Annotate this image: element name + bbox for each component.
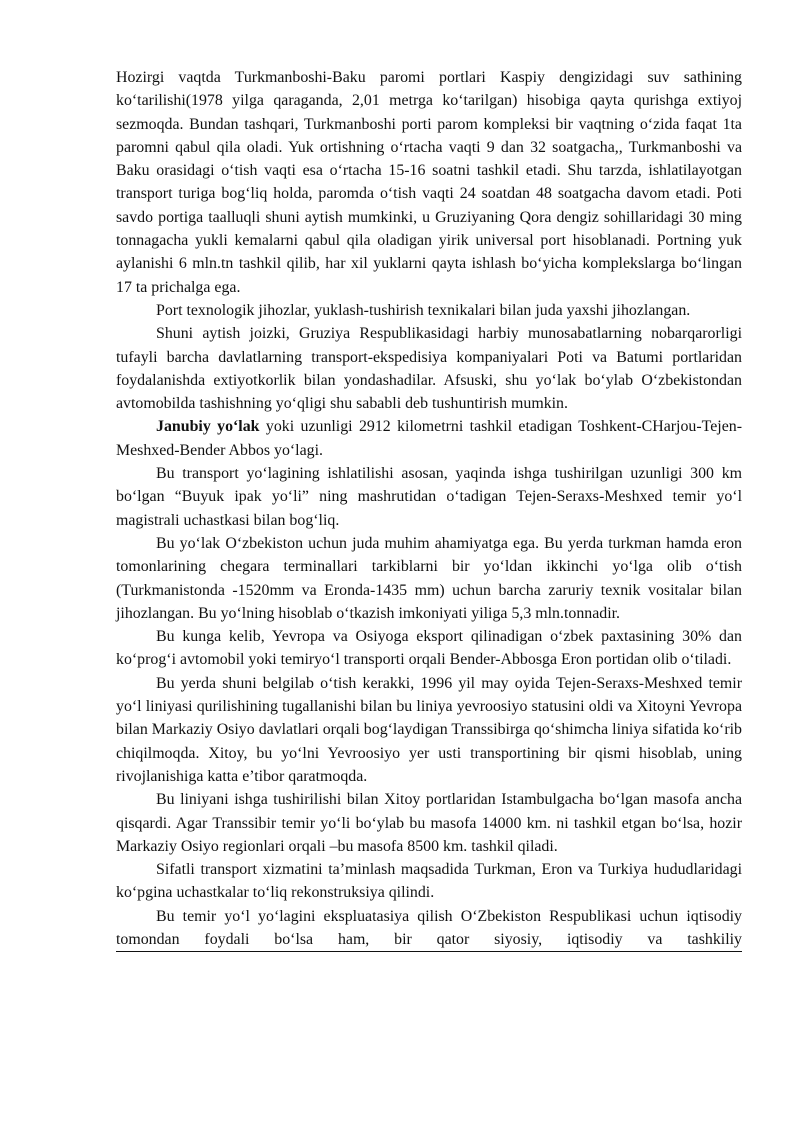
paragraph-6: Bu yo‘lak O‘zbekiston uchun juda muhim ahamiyatga ega. Bu yerda turkman hamda eron tomonlarining chegara terminallari tarkiblarni bir yo‘ldan ikkinchi yo‘lga olib o‘tish (Turkmanistonda -1520mm va Eronda-1435 mm) uchun barcha zaruriy texnik vositalar bilan jihozlangan. Bu yo‘lning hisoblab o‘tkazish imkoniyati yiliga 5,3 mln.tonnadir. — [116, 534, 742, 622]
paragraph-5: Bu transport yo‘lagining ishlatilishi asosan, yaqinda ishga tushirilgan uzunligi 300 km bo‘lgan “Buyuk ipak yo‘li” ning mashrutidan o‘tadigan Tejen-Seraxs-Meshxed temir yo‘l magistrali uchastkasi bilan bog‘liq. — [116, 465, 742, 529]
paragraph-3: Shuni aytish joizki, Gruziya Respublikasidagi harbiy munosabatlarning nobarqarorligi tufayli barcha davlatlarning transport-ekspedisiya kompaniyalari Poti va Batumi portlaridan foydalanishda extiyotkorlik bilan yondashadilar. Afsuski, shu yo‘lak bo‘ylab O‘zbekistondan avtomobilda tashishning yo‘qligi shu sababli deb tushuntirish mumkin. — [116, 325, 742, 413]
bold-heading: Janubiy yo‘lak — [156, 418, 260, 436]
paragraph-10: Sifatli transport xizmatini ta’minlash maqsadida Turkman, Eron va Turkiya hududlaridagi ko‘pgina uchastkalar to‘liq rekonstruksiya qilindi. — [116, 861, 742, 902]
paragraph-2: Port texnologik jihozlar, yuklash-tushirish texnikalari bilan juda yaxshi jihozlangan. — [156, 301, 691, 319]
paragraph-7: Bu kunga kelib, Yevropa va Osiyoga eksport qilinadigan o‘zbek paxtasining 30% dan ko‘prog‘i avtomobil yoki temiryo‘l transporti orqali Bender-Abbosga Eron portidan olib o‘tiladi. — [116, 628, 742, 669]
paragraph-4-text: yoki uzunligi 2912 kilometrni tashkil etadigan Toshkent-CHarjou-Tejen-Meshxed-Bender Abbos yo‘lagi. — [116, 418, 742, 459]
document-page — [116, 66, 742, 952]
paragraph-1: Hozirgi vaqtda Turkmanboshi-Baku paromi portlari Kaspiy dengizidagi suv sathining ko‘tarilishi(1978 yilga qaraganda, 2,01 metrga ko‘tarilgan) hisobiga qayta qurishga extiyoj sezmoqda. Bundan tashqari, Turkmanboshi porti parom kompleksi bir vaqtning o‘zida faqat 1ta paromni qabul qila oladi. Yuk ortishning o‘rtacha vaqti 9 dan 32 soatgacha,, Turkmanboshi va Baku orasidagi o‘tish vaqti esa o‘rtacha 15-16 soatni tashkil etadi. Shu tarzda, ishlatilayotgan transport turiga bog‘liq holda, paromda o‘tish vaqti 24 soatdan 48 soatgacha davom etadi. Poti savdo portiga taalluqli shuni aytish mumkinki, u Gruziyaning Qora dengiz sohillaridagi 30 ming tonnagacha yukli kemalarni qabul qila oladigan yirik universal port hisoblanadi. Portning yuk aylanishi 6 mln.tn tashkil qilib, har xil yuklarni qayta ishlash bo‘yicha komplekslarga bo‘lingan 17 ta prichalga ega. — [116, 69, 742, 296]
paragraph-9: Bu liniyani ishga tushirilishi bilan Xitoy portlaridan Istambulgacha bo‘lgan masofa ancha qisqardi. Agar Transsibir temir yo‘li bo‘ylab bu masofa 14000 km. ni tashkil etgan bo‘lsa, hozir Markaziy Osiyo regionlari orqali –bu masofa 8500 km. tashkil qiladi. — [116, 791, 742, 855]
paragraph-11: Bu temir yo‘l yo‘lagini ekspluatasiya qilish O‘Zbekiston Respublikasi uchun iqtisodiy tomondan foydali bo‘lsa ham, bir qator siyosiy, iqtisodiy va tashkiliy — [116, 905, 742, 953]
paragraph-4 — [116, 415, 742, 462]
paragraph-8: Bu yerda shuni belgilab o‘tish kerakki, 1996 yil may oyida Tejen-Seraxs-Meshxed temir yo‘l liniyasi qurilishining tugallanishi bilan bu liniya yevroosiyo statusini oldi va Xitoyni Yevropa bilan Markaziy Osiyo davlatlari orqali bog‘laydigan Transsibirga qo‘shimcha liniya sifatida ko‘rib chiqilmoqda. Xitoy, bu yo‘lni Yevroosiyo yer usti transportining bir qismi hisoblab, uning rivojlanishiga katta e’tibor qaratmoqda. — [116, 674, 742, 785]
